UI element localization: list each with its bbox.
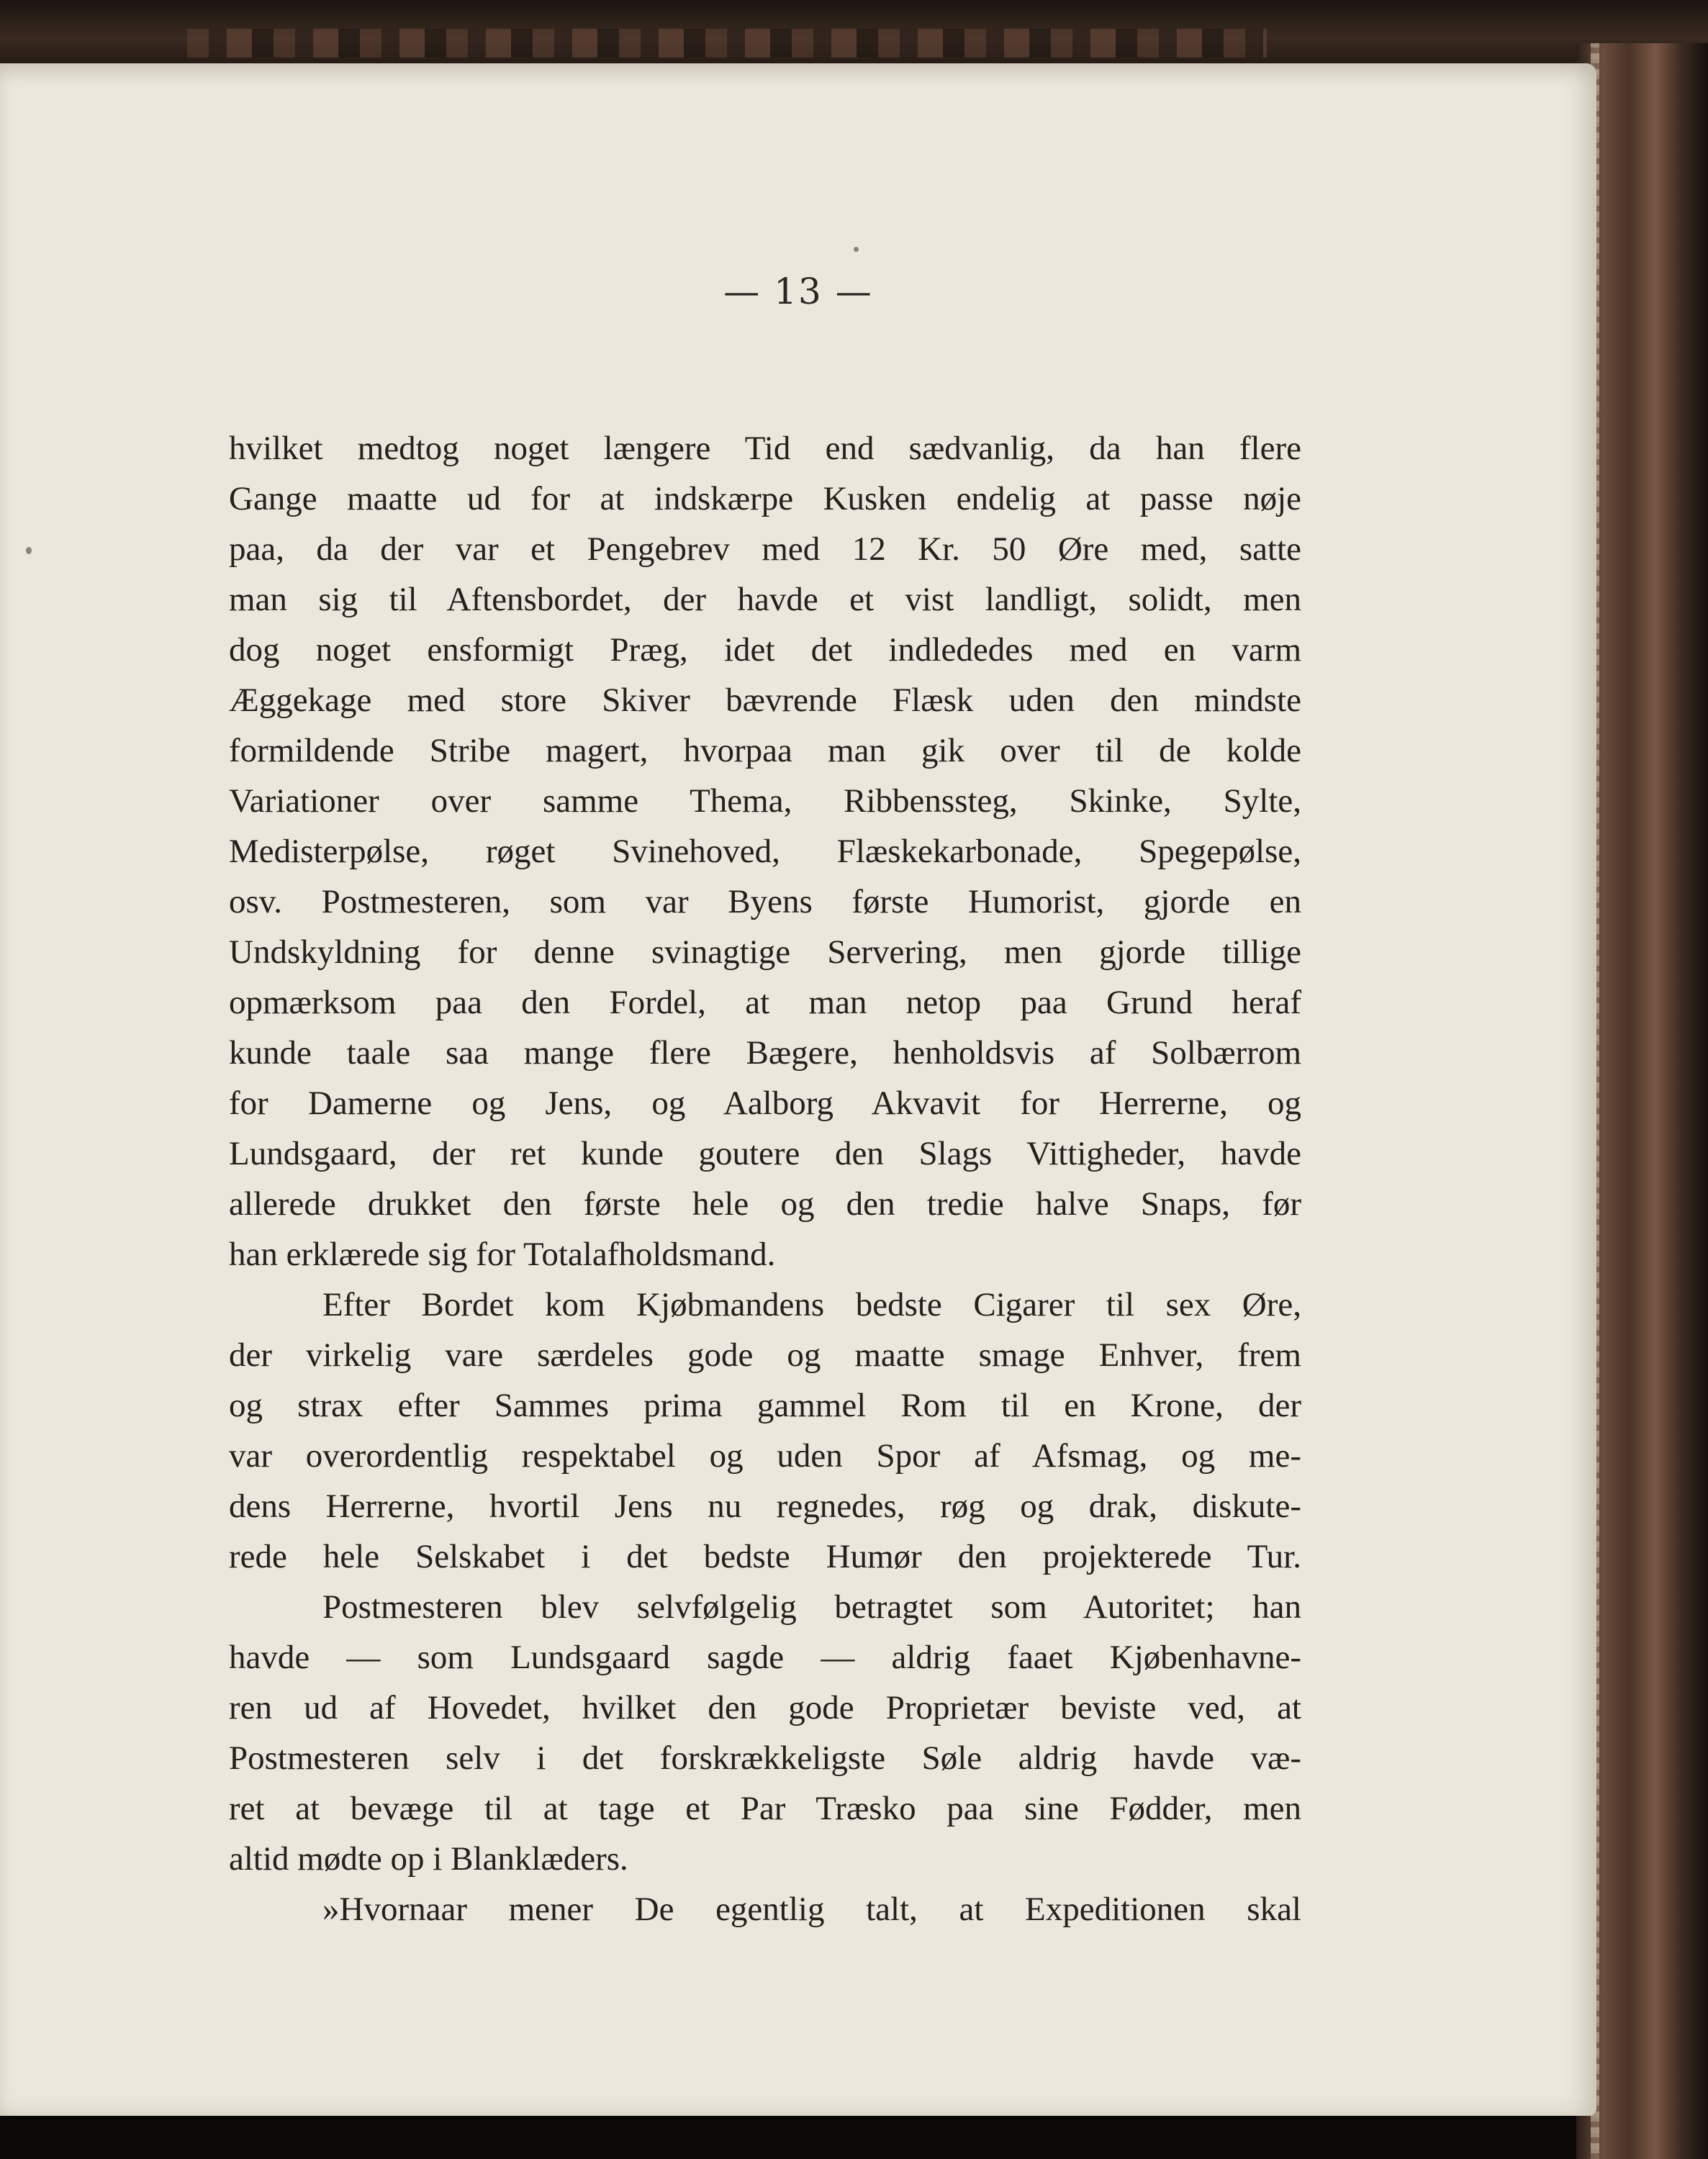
text-line: kunde taale saa mange flere Bægere, henholdsvis af Solbærrom bbox=[229, 1034, 1301, 1072]
paper-speck bbox=[26, 547, 32, 554]
text-line: rede hele Selskabet i det bedste Humør den projekterede Tur. bbox=[229, 1538, 1301, 1575]
text-line: Undskyldning for denne svinagtige Servering, men gjorde tillige bbox=[229, 933, 1301, 971]
text-line: man sig til Aftensbordet, der havde et vist landligt, solidt, men bbox=[229, 581, 1301, 618]
text-line: der virkelig vare særdeles gode og maatte smage Enhver, frem bbox=[229, 1336, 1301, 1374]
page-number-header: — 13 — bbox=[723, 271, 873, 312]
text-line: dog noget ensformigt Præg, idet det indlededes med en varm bbox=[229, 631, 1301, 669]
paper-speck bbox=[854, 247, 859, 252]
text-line: ret at bevæge til at tage et Par Træsko paa sine Fødder, men bbox=[229, 1790, 1301, 1827]
text-line: altid mødte op i Blanklæders. bbox=[229, 1840, 628, 1878]
text-line: »Hvornaar mener De egentlig talt, at Expeditionen skal bbox=[322, 1891, 1301, 1928]
text-line: Postmesteren blev selvfølgelig betragtet som Autoritet; han bbox=[322, 1588, 1301, 1626]
text-line: havde — som Lundsgaard sagde — aldrig faaet Kjøbenhavne- bbox=[229, 1639, 1301, 1676]
paper-page bbox=[0, 63, 1596, 2116]
body-text bbox=[229, 423, 1301, 1934]
text-line: osv. Postmesteren, som var Byens første Humorist, gjorde en bbox=[229, 883, 1301, 920]
text-line: Gange maatte ud for at indskærpe Kusken endelig at passe nøje bbox=[229, 480, 1301, 517]
text-line: formildende Stribe magert, hvorpaa man gik over til de kolde bbox=[229, 732, 1301, 769]
text-line: Æggekage med store Skiver bævrende Flæsk uden den mindste bbox=[229, 682, 1301, 719]
text-line: ren ud af Hovedet, hvilket den gode Proprietær beviste ved, at bbox=[229, 1689, 1301, 1726]
text-line: Variationer over samme Thema, Ribbenssteg, Skinke, Sylte, bbox=[229, 782, 1301, 820]
text-line: paa, da der var et Pengebrev med 12 Kr. 50 Øre med, satte bbox=[229, 530, 1301, 568]
text-line: dens Herrerne, hvortil Jens nu regnedes, røg og drak, diskute- bbox=[229, 1488, 1301, 1525]
text-line: Efter Bordet kom Kjøbmandens bedste Cigarer til sex Øre, bbox=[322, 1286, 1301, 1323]
text-line: Lundsgaard, der ret kunde goutere den Slags Vittigheder, havde bbox=[229, 1135, 1301, 1172]
text-line: for Damerne og Jens, og Aalborg Akvavit for Herrerne, og bbox=[229, 1085, 1301, 1122]
text-line: allerede drukket den første hele og den tredie halve Snaps, før bbox=[229, 1185, 1301, 1223]
text-line: han erklærede sig for Totalafholdsmand. bbox=[229, 1236, 776, 1273]
text-line: hvilket medtog noget længere Tid end sædvanlig, da han flere bbox=[229, 430, 1301, 467]
book-cover-top-edge bbox=[0, 0, 1708, 68]
text-line: opmærksom paa den Fordel, at man netop paa Grund heraf bbox=[229, 984, 1301, 1021]
text-line: Medisterpølse, røget Svinehoved, Flæskekarbonade, Spegepølse, bbox=[229, 833, 1301, 870]
text-line: var overordentlig respektabel og uden Spor af Afsmag, og me- bbox=[229, 1437, 1301, 1475]
text-line: og strax efter Sammes prima gammel Rom til en Krone, der bbox=[229, 1387, 1301, 1424]
text-line: Postmesteren selv i det forskrækkeligste Søle aldrig havde væ- bbox=[229, 1739, 1301, 1777]
